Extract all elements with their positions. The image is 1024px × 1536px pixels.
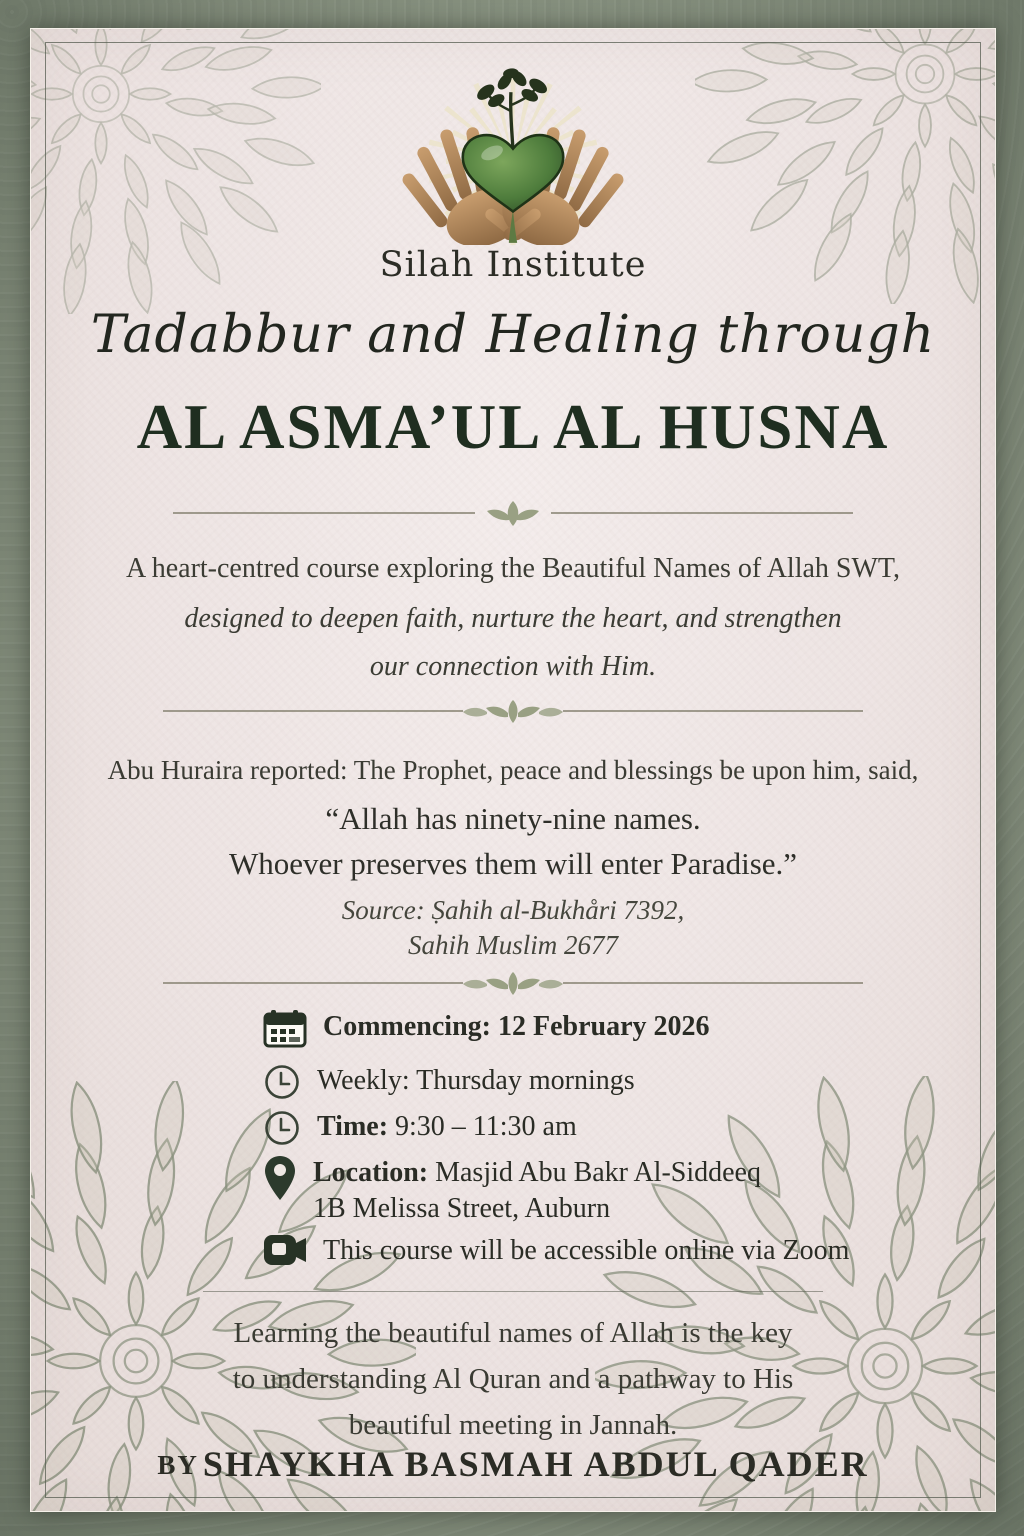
- byline-prefix: BY: [157, 1450, 199, 1480]
- subtitle-script: Tadabbur and Healing through: [90, 305, 936, 365]
- detail-online: [263, 1233, 849, 1272]
- commencing-value: 12 February 2026: [497, 1011, 710, 1042]
- byline: [31, 1443, 995, 1485]
- detail-weekly: [263, 1063, 635, 1106]
- poster-paper: [30, 28, 996, 1512]
- flourish-divider: [163, 967, 863, 999]
- detail-location: [263, 1155, 761, 1227]
- closing-line-2: to understanding Al Quran and a pathway to His: [232, 1363, 794, 1395]
- institute-name: Silah Institute: [379, 245, 647, 285]
- location-label: Location:: [313, 1157, 429, 1188]
- location-pin-icon: [263, 1155, 297, 1206]
- closing-line-3: beautiful meeting in Jannah.: [348, 1409, 678, 1441]
- location-address: 1B Melissa Street, Auburn: [313, 1193, 611, 1224]
- weekly-text: [317, 1063, 635, 1099]
- location-text: [313, 1155, 761, 1227]
- hadith-quote-line-2: Whoever preserves them will enter Paradise.”: [228, 846, 798, 881]
- presenter-name: SHAYKHA BASMAH ABDUL QADER: [202, 1444, 869, 1484]
- course-title: AL ASMA’UL AL HUSNA: [136, 392, 890, 462]
- flourish-divider: [163, 695, 863, 727]
- silah-institute-logo: [387, 65, 639, 245]
- hadith-source-line-2: Sahih Muslim 2677: [407, 930, 618, 960]
- closing-line-1: Learning the beautiful names of Allah is the key: [233, 1317, 793, 1349]
- section-divider-line: [203, 1291, 823, 1292]
- weekly-value: Thursday mornings: [416, 1065, 635, 1096]
- time-text: [317, 1109, 577, 1145]
- detail-time: [263, 1109, 577, 1152]
- weekly-label: Weekly:: [317, 1065, 410, 1096]
- hadith-quote-line-1: “Allah has ninety-nine names.: [325, 801, 701, 836]
- hadith-narration: Abu Huraira reported: The Prophet, peace and blessings be upon him, said,: [107, 755, 919, 785]
- time-label: Time:: [317, 1111, 389, 1142]
- intro-line-1: A heart-centred course exploring the Beautiful Names of Allah SWT,: [126, 553, 900, 584]
- leaf-flourish-icon: [463, 700, 563, 723]
- detail-commencing: [263, 1009, 710, 1054]
- leaf-flourish-icon: [463, 972, 563, 995]
- commencing-text: [323, 1009, 710, 1045]
- hadith-source-line-1: Source: Ṣahih al-Bukhåri 7392,: [341, 895, 685, 925]
- location-value: Masjid Abu Bakr Al-Siddeeq: [435, 1157, 761, 1188]
- video-camera-icon: [263, 1233, 307, 1272]
- lotus-divider: [163, 497, 863, 529]
- clock-icon: [263, 1109, 301, 1152]
- time-value: 9:30 – 11:30 am: [395, 1111, 577, 1142]
- commencing-label: Commencing:: [323, 1011, 491, 1042]
- lotus-ornament-icon: [487, 501, 539, 526]
- online-text: This course will be accessible online via Zoom: [323, 1235, 850, 1266]
- intro-line-3: our connection with Him.: [369, 651, 657, 682]
- intro-line-2: designed to deepen faith, nurture the heart, and strengthen: [184, 603, 842, 634]
- clock-icon: [263, 1063, 301, 1106]
- calendar-icon: [263, 1009, 307, 1054]
